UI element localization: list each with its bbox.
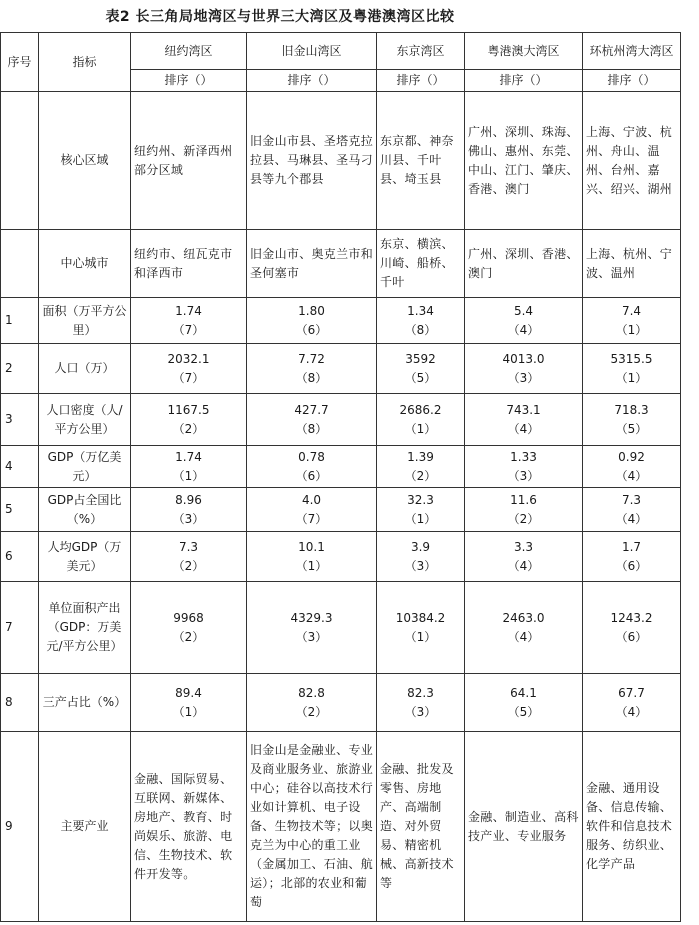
value: 1167.5	[167, 402, 210, 417]
rank: （2）	[172, 629, 205, 644]
value: 10.1	[298, 539, 325, 554]
value: 64.1	[510, 685, 537, 700]
rank: （1）	[295, 558, 328, 573]
rank-label: 排序（）	[131, 70, 247, 92]
value: 1.39	[407, 449, 434, 464]
value-cell	[131, 446, 247, 488]
data-row	[1, 344, 681, 394]
data-row	[1, 674, 681, 732]
cell-text: 广州、深圳、香港、澳门	[465, 230, 583, 298]
data-row	[1, 488, 681, 532]
value-cell	[583, 582, 681, 674]
rank: （7）	[172, 370, 205, 385]
value-cell	[247, 674, 377, 732]
rank: （4）	[507, 558, 540, 573]
value-cell	[131, 394, 247, 446]
value-cell	[377, 674, 465, 732]
value: 3.3	[513, 539, 534, 554]
rank: （8）	[404, 322, 437, 337]
cell-text: 广州、深圳、珠海、佛山、惠州、东莞、中山、江门、肇庆、香港、澳门	[465, 92, 583, 230]
value-cell	[247, 582, 377, 674]
value-cell	[131, 532, 247, 582]
row-label: 单位面积产出（GDP：万美元/平方公里）	[39, 582, 131, 674]
row-label: GDP（万亿美元）	[39, 446, 131, 488]
data-row	[1, 298, 681, 344]
data-row	[1, 582, 681, 674]
value-cell	[131, 582, 247, 674]
value-cell	[465, 532, 583, 582]
value: 3592	[405, 351, 436, 366]
cell-text: 金融、通用设备、信息传输、软件和信息技术服务、纺织业、化学产品	[583, 732, 681, 922]
value-cell	[247, 298, 377, 344]
rank: （3）	[507, 468, 540, 483]
rank: （4）	[615, 511, 648, 526]
value: 0.92	[618, 449, 645, 464]
core-region-row	[1, 92, 681, 230]
cell-text: 旧金山市、奥克兰市和圣何塞市	[247, 230, 377, 298]
rank: （6）	[615, 629, 648, 644]
header-region: 粤港澳大湾区	[465, 33, 583, 70]
cell-text: 纽约市、纽瓦克市和泽西市	[131, 230, 247, 298]
value-cell	[465, 344, 583, 394]
header-no: 序号	[1, 33, 39, 92]
rank: （3）	[507, 370, 540, 385]
cell-text: 上海、宁波、杭州、舟山、温州、台州、嘉兴、绍兴、湖州	[583, 92, 681, 230]
value-cell	[583, 446, 681, 488]
value: 11.6	[510, 492, 537, 507]
value: 32.3	[407, 492, 434, 507]
value-cell	[583, 532, 681, 582]
rank: （1）	[172, 704, 205, 719]
rank: （3）	[404, 558, 437, 573]
value: 4013.0	[502, 351, 545, 366]
value: 82.8	[298, 685, 325, 700]
data-row	[1, 394, 681, 446]
value-cell	[377, 298, 465, 344]
value: 9968	[173, 610, 204, 625]
header-region: 环杭州湾大湾区	[583, 33, 681, 70]
rank: （3）	[172, 511, 205, 526]
row-no: 7	[1, 582, 39, 674]
row-no: 5	[1, 488, 39, 532]
table-title: 表2 长三角局地湾区与世界三大湾区及粤港澳湾区比较	[105, 9, 455, 25]
header-indicator: 指标	[39, 33, 131, 92]
row-label: 人口（万）	[39, 344, 131, 394]
value-cell	[377, 344, 465, 394]
row-no	[1, 92, 39, 230]
rank: （1）	[404, 629, 437, 644]
cell-text: 东京、横滨、川崎、船桥、千叶	[377, 230, 465, 298]
rank-label: 排序（）	[247, 70, 377, 92]
data-row	[1, 446, 681, 488]
value: 5.4	[513, 303, 534, 318]
rank: （6）	[295, 468, 328, 483]
rank: （2）	[172, 558, 205, 573]
cell-text: 旧金山是金融业、专业及商业服务业、旅游业中心；硅谷以高技术行业如计算机、电子设备、生物技术等；以奥克兰为中心的重工业（金属加工、石油、航运）；北部的农业和葡萄	[247, 732, 377, 922]
value-cell	[377, 446, 465, 488]
value: 1.74	[175, 449, 202, 464]
value-cell	[247, 532, 377, 582]
row-no: 1	[1, 298, 39, 344]
rank: （8）	[295, 421, 328, 436]
row-no: 3	[1, 394, 39, 446]
row-no: 8	[1, 674, 39, 732]
value: 4.0	[301, 492, 322, 507]
rank: （1）	[404, 511, 437, 526]
row-label: 人均GDP（万美元）	[39, 532, 131, 582]
cell-text: 纽约州、新泽西州部分区域	[131, 92, 247, 230]
data-row	[1, 532, 681, 582]
value: 1243.2	[610, 610, 653, 625]
row-no: 9	[1, 732, 39, 922]
value-cell	[465, 674, 583, 732]
value: 67.7	[618, 685, 645, 700]
value: 1.7	[621, 539, 642, 554]
value: 8.96	[175, 492, 202, 507]
rank-label: 排序（）	[465, 70, 583, 92]
value-cell	[583, 394, 681, 446]
value-cell	[131, 674, 247, 732]
value-cell	[465, 298, 583, 344]
value: 2032.1	[167, 351, 210, 366]
cell-text: 上海、杭州、宁波、温州	[583, 230, 681, 298]
rank: （1）	[172, 468, 205, 483]
row-label: 中心城市	[39, 230, 131, 298]
value: 427.7	[294, 402, 329, 417]
value: 7.4	[621, 303, 642, 318]
value-cell	[583, 298, 681, 344]
rank: （1）	[615, 370, 648, 385]
value-cell	[131, 344, 247, 394]
value-cell	[465, 394, 583, 446]
rank: （7）	[295, 511, 328, 526]
row-label: 主要产业	[39, 732, 131, 922]
value-cell	[247, 394, 377, 446]
value: 2686.2	[399, 402, 442, 417]
value-cell	[247, 488, 377, 532]
value-cell	[465, 446, 583, 488]
value: 89.4	[175, 685, 202, 700]
value: 1.74	[175, 303, 202, 318]
rank: （6）	[615, 558, 648, 573]
header-region: 纽约湾区	[131, 33, 247, 70]
value-cell	[377, 532, 465, 582]
cell-text: 金融、国际贸易、互联网、新媒体、房地产、教育、时尚娱乐、旅游、电信、生物技术、软件开发等。	[131, 732, 247, 922]
value-cell	[247, 344, 377, 394]
row-no: 2	[1, 344, 39, 394]
value-cell	[583, 344, 681, 394]
value: 7.3	[178, 539, 199, 554]
row-label: 人口密度（人/平方公里）	[39, 394, 131, 446]
rank: （7）	[172, 322, 205, 337]
rank: （4）	[507, 629, 540, 644]
header-region: 旧金山湾区	[247, 33, 377, 70]
cell-text: 金融、批发及零售、房地产、高端制造、对外贸易、精密机械、高新技术等	[377, 732, 465, 922]
header-region: 东京湾区	[377, 33, 465, 70]
value: 2463.0	[502, 610, 545, 625]
rank: （3）	[404, 704, 437, 719]
rank: （1）	[404, 421, 437, 436]
rank: （1）	[615, 322, 648, 337]
row-label: 核心区域	[39, 92, 131, 230]
row-label: GDP占全国比（%）	[39, 488, 131, 532]
rank: （4）	[615, 468, 648, 483]
rank: （4）	[507, 421, 540, 436]
rank: （8）	[295, 370, 328, 385]
industry-row	[1, 732, 681, 922]
rank: （5）	[615, 421, 648, 436]
comparison-table	[0, 32, 681, 922]
rank: （2）	[507, 511, 540, 526]
value-cell	[583, 488, 681, 532]
center-city-row	[1, 230, 681, 298]
rank-label: 排序（）	[583, 70, 681, 92]
row-no	[1, 230, 39, 298]
value: 7.3	[621, 492, 642, 507]
rank: （4）	[507, 322, 540, 337]
value-cell	[131, 298, 247, 344]
value-cell	[247, 446, 377, 488]
value: 718.3	[614, 402, 649, 417]
value: 5315.5	[610, 351, 653, 366]
cell-text: 旧金山市县、圣塔克拉拉县、马琳县、圣马刁县等九个郡县	[247, 92, 377, 230]
value: 1.33	[510, 449, 537, 464]
row-no: 6	[1, 532, 39, 582]
value: 82.3	[407, 685, 434, 700]
value: 743.1	[506, 402, 541, 417]
value-cell	[377, 582, 465, 674]
row-no: 4	[1, 446, 39, 488]
rank: （6）	[295, 322, 328, 337]
value: 1.80	[298, 303, 325, 318]
value-cell	[131, 488, 247, 532]
rank-label: 排序（）	[377, 70, 465, 92]
cell-text: 金融、制造业、高科技产业、专业服务	[465, 732, 583, 922]
rank: （2）	[404, 468, 437, 483]
value: 10384.2	[395, 610, 446, 625]
rank: （3）	[295, 629, 328, 644]
value-cell	[377, 394, 465, 446]
rank: （5）	[404, 370, 437, 385]
header-row	[1, 33, 681, 70]
row-label: 三产占比（%）	[39, 674, 131, 732]
row-label: 面积（万平方公里）	[39, 298, 131, 344]
value: 1.34	[407, 303, 434, 318]
value: 3.9	[410, 539, 431, 554]
value-cell	[465, 488, 583, 532]
rank: （2）	[295, 704, 328, 719]
value: 0.78	[298, 449, 325, 464]
value-cell	[465, 582, 583, 674]
cell-text: 东京都、神奈川县、千叶县、埼玉县	[377, 92, 465, 230]
value-cell	[377, 488, 465, 532]
rank: （2）	[172, 421, 205, 436]
rank: （4）	[615, 704, 648, 719]
rank: （5）	[507, 704, 540, 719]
value-cell	[583, 674, 681, 732]
value: 4329.3	[290, 610, 333, 625]
value: 7.72	[298, 351, 325, 366]
